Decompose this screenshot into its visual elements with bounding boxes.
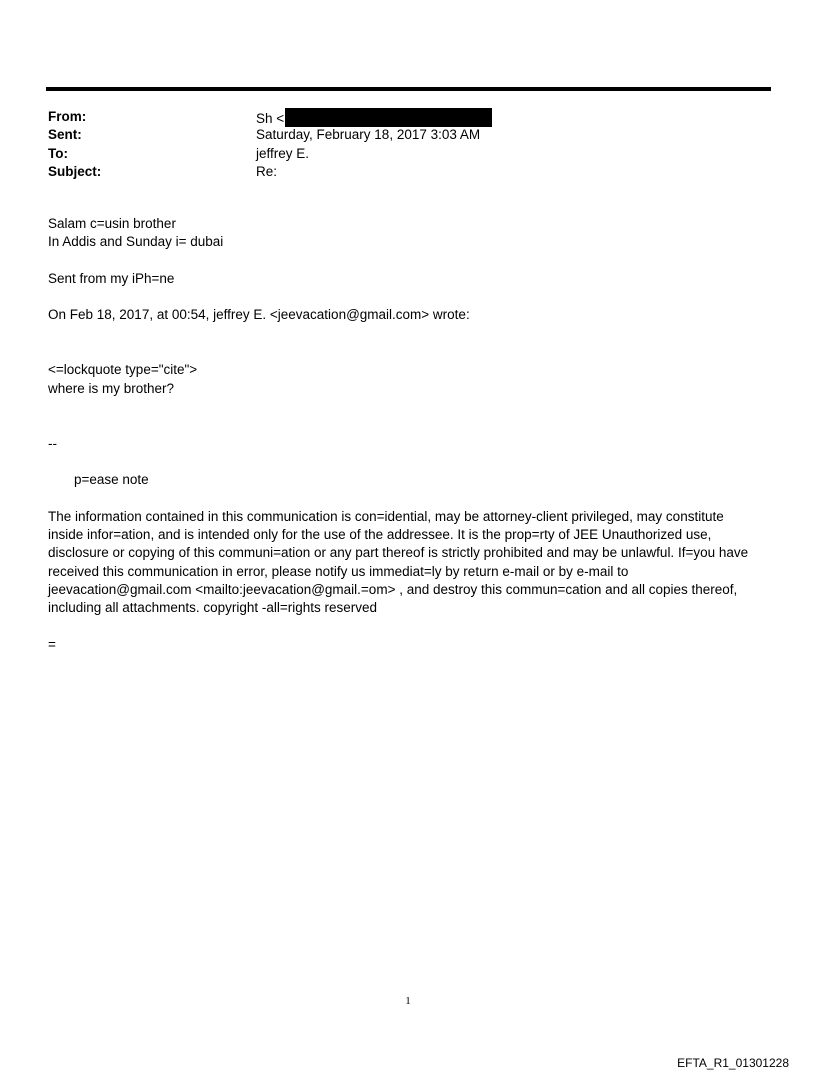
disclaimer-line: The information contained in this communication is con=idential, may be attorney-client privileged, may constitute	[48, 508, 724, 524]
header-rule	[46, 87, 771, 91]
from-value	[256, 108, 492, 128]
disclaimer-line: disclosure or copying of this communi=ation or any part thereof is strictly prohibited and may be unlawful. If=you have	[48, 545, 749, 561]
sent-value: Saturday, February 18, 2017 3:03 AM	[256, 127, 481, 143]
quote-intro: On Feb 18, 2017, at 00:54, jeffrey E. <jeevacation@gmail.com> wrote:	[48, 307, 470, 323]
from-sender: Sh <	[256, 111, 285, 126]
disclaimer-line: received this communication in error, please notify us immediat=ly by return e-mail or by e-mail to	[48, 563, 629, 579]
email-body	[48, 215, 773, 654]
to-value: jeffrey E.	[256, 145, 310, 161]
blockquote-tag: <=lockquote type="cite">	[48, 362, 198, 378]
signature-separator: --	[48, 435, 57, 451]
from-label: From:	[48, 109, 87, 124]
trailing-char: =	[48, 636, 56, 652]
disclaimer-line: including all attachments. copyright -all=rights reserved	[48, 600, 378, 616]
sent-from-line: Sent from my iPh=ne	[48, 270, 175, 286]
page-number: 1	[405, 995, 411, 1007]
location-line: In Addis and Sunday i= dubai	[48, 234, 224, 250]
quoted-question: where is my brother?	[48, 380, 175, 396]
subject-value: Re:	[256, 163, 278, 179]
greeting-line: Salam c=usin brother	[48, 216, 176, 231]
to-label: To:	[48, 145, 68, 161]
sent-label: Sent:	[48, 127, 82, 143]
disclaimer-line: jeevacation@gmail.com <mailto:jeevacation@gmail.=om> , and destroy this commun=cation and all copies thereof,	[48, 581, 738, 597]
subject-label: Subject:	[48, 163, 102, 179]
note-label: p=ease note	[74, 472, 149, 488]
disclaimer-line: inside infor=ation, and is intended only for the use of the addressee. It is the prop=rty of JEE Unauthorized use,	[48, 527, 712, 543]
bates-number: EFTA_R1_01301228	[677, 1056, 789, 1070]
redaction-block	[285, 108, 492, 127]
